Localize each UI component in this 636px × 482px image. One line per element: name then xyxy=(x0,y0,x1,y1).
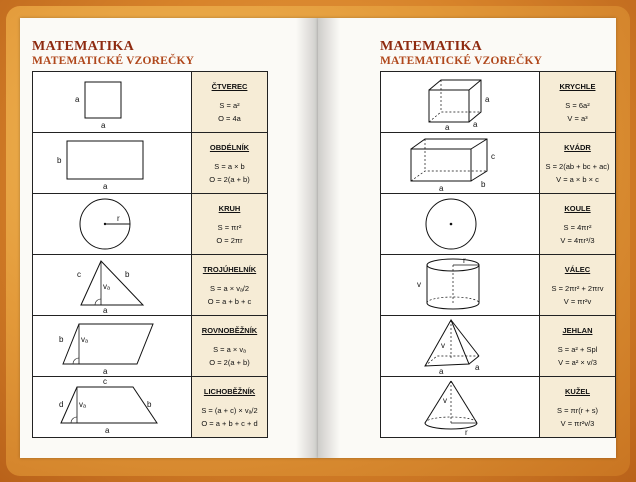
shape-name: KVÁDR xyxy=(564,142,591,152)
cylinder-formula-cell xyxy=(540,255,616,316)
sphere-figure-cell xyxy=(381,194,540,255)
shape-name: KRYCHLE xyxy=(559,81,596,91)
shape-name: ČTVEREC xyxy=(211,81,248,91)
shape-name: JEHLAN xyxy=(562,325,593,335)
page-title: MATEMATIKA xyxy=(380,39,483,54)
shape-name: ROVNOBĚŽNÍK xyxy=(201,325,258,335)
trapezoid-figure xyxy=(33,377,191,437)
table-row xyxy=(381,72,616,133)
cylinder-figure-cell xyxy=(381,255,540,316)
shape-name: KOULE xyxy=(564,203,591,213)
cylinder-figure xyxy=(381,255,539,315)
area-formula: S = 2πr² + 2πrv xyxy=(551,283,604,293)
figure-label: d xyxy=(59,400,64,409)
cone-figure xyxy=(381,377,539,437)
table-row xyxy=(33,255,268,316)
square-figure xyxy=(33,72,191,132)
figure-label: b xyxy=(57,156,62,165)
trapezoid-formula-cell xyxy=(192,377,268,438)
shape-name: KUŽEL xyxy=(565,386,590,396)
parallelogram-formula-cell xyxy=(192,316,268,377)
area-formula: S = a × b xyxy=(214,161,245,171)
perimeter-formula: O = 4a xyxy=(218,113,241,123)
rectangle-figure xyxy=(33,133,191,193)
pyramid-figure xyxy=(381,316,539,376)
figure-label: vₐ xyxy=(79,400,86,409)
circle-formula-cell xyxy=(192,194,268,255)
figure-label: v xyxy=(417,280,421,289)
figure-label: b xyxy=(59,335,64,344)
perimeter-formula: O = a + b + c xyxy=(207,296,252,306)
figure-label: vₐ xyxy=(103,282,110,291)
perimeter-formula: O = a + b + c + d xyxy=(201,418,258,428)
figure-label: r xyxy=(117,214,120,223)
parallelogram-figure xyxy=(33,316,191,376)
perimeter-formula: O = 2(a + b) xyxy=(209,357,250,367)
figure-label: b xyxy=(147,400,152,409)
area-formula: S = a² xyxy=(219,100,240,110)
table-row xyxy=(381,194,616,255)
table-row xyxy=(33,133,268,194)
triangle-figure xyxy=(33,255,191,315)
figure-label: v xyxy=(443,396,447,405)
figure-label: c xyxy=(491,152,495,161)
area-formula: S = 6a² xyxy=(565,100,590,110)
formula-table-3d xyxy=(380,71,616,438)
volume-formula: V = a × b × c xyxy=(556,174,599,184)
area-formula: S = 2(ab + bc + ac) xyxy=(545,161,610,171)
cube-figure-cell xyxy=(381,72,540,133)
pyramid-figure-cell xyxy=(381,316,540,377)
cone-figure-cell xyxy=(381,377,540,438)
table-row xyxy=(33,72,268,133)
cube-figure xyxy=(381,72,539,132)
left-page xyxy=(20,18,318,458)
shape-name: TROJÚHELNÍK xyxy=(202,264,257,274)
figure-label: a xyxy=(473,120,478,129)
figure-label: a xyxy=(445,123,450,132)
figure-label: a xyxy=(103,306,108,315)
area-formula: S = 4πr² xyxy=(563,222,592,232)
rectangle-figure-cell xyxy=(33,133,192,194)
table-row xyxy=(381,255,616,316)
shape-name: VÁLEC xyxy=(564,264,591,274)
volume-formula: V = a³ xyxy=(567,113,588,123)
area-formula: S = πr(r + s) xyxy=(556,405,598,415)
figure-label: a xyxy=(103,367,108,376)
triangle-figure-cell xyxy=(33,255,192,316)
figure-label: b xyxy=(481,180,486,189)
figure-label: a xyxy=(439,367,444,376)
parallelogram-figure-cell xyxy=(33,316,192,377)
shape-name: KRUH xyxy=(218,203,241,213)
page-subtitle: MATEMATICKÉ VZOREČKY xyxy=(32,55,195,67)
shape-name: LICHOBĚŽNÍK xyxy=(203,386,256,396)
formula-table-2d xyxy=(32,71,268,438)
circle-figure xyxy=(33,194,191,254)
volume-formula: V = a² × v/3 xyxy=(558,357,597,367)
table-row xyxy=(381,316,616,377)
area-formula: S = πr² xyxy=(217,222,242,232)
figure-label: c xyxy=(103,377,107,386)
area-formula: S = a × vₐ/2 xyxy=(209,283,250,293)
table-row xyxy=(381,133,616,194)
circle-figure-cell xyxy=(33,194,192,255)
figure-label: a xyxy=(101,121,106,130)
figure-label: vₐ xyxy=(81,335,88,344)
figure-label: a xyxy=(475,363,480,372)
cuboid-figure xyxy=(381,133,539,193)
cube-formula-cell xyxy=(540,72,616,133)
area-formula: S = a² + Spl xyxy=(557,344,598,354)
table-row xyxy=(33,194,268,255)
cone-formula-cell xyxy=(540,377,616,438)
cuboid-formula-cell xyxy=(540,133,616,194)
rectangle-formula-cell xyxy=(192,133,268,194)
sphere-formula-cell xyxy=(540,194,616,255)
table-row xyxy=(33,316,268,377)
figure-label: a xyxy=(103,182,108,191)
area-formula: S = a × vₐ xyxy=(213,344,246,354)
page-gutter-shadow xyxy=(296,18,318,458)
square-figure-cell xyxy=(33,72,192,133)
perimeter-formula: O = 2πr xyxy=(216,235,243,245)
figure-label: a xyxy=(75,95,80,104)
volume-formula: V = πr²v/3 xyxy=(560,418,595,428)
figure-label: a xyxy=(105,426,110,435)
figure-label: a xyxy=(485,95,490,104)
right-page xyxy=(318,18,616,458)
figure-label: r xyxy=(463,256,466,265)
figure-label: a xyxy=(439,184,444,193)
shape-name: OBDÉLNÍK xyxy=(209,142,250,152)
figure-label: v xyxy=(441,341,445,350)
trapezoid-figure-cell xyxy=(33,377,192,438)
cuboid-figure-cell xyxy=(381,133,540,194)
volume-formula: V = 4πr³/3 xyxy=(560,235,595,245)
square-formula-cell xyxy=(192,72,268,133)
figure-label: r xyxy=(465,428,468,437)
table-row xyxy=(381,377,616,438)
table-row xyxy=(33,377,268,438)
figure-label: c xyxy=(77,270,81,279)
figure-label: b xyxy=(125,270,130,279)
volume-formula: V = πr²v xyxy=(563,296,592,306)
area-formula: S = (a + c) × vₐ/2 xyxy=(201,405,258,415)
sphere-figure xyxy=(381,194,539,254)
perimeter-formula: O = 2(a + b) xyxy=(209,174,250,184)
page-subtitle: MATEMATICKÉ VZOREČKY xyxy=(380,55,543,67)
pyramid-formula-cell xyxy=(540,316,616,377)
page-title: MATEMATIKA xyxy=(32,39,135,54)
page-gutter-shadow xyxy=(318,18,340,458)
triangle-formula-cell xyxy=(192,255,268,316)
